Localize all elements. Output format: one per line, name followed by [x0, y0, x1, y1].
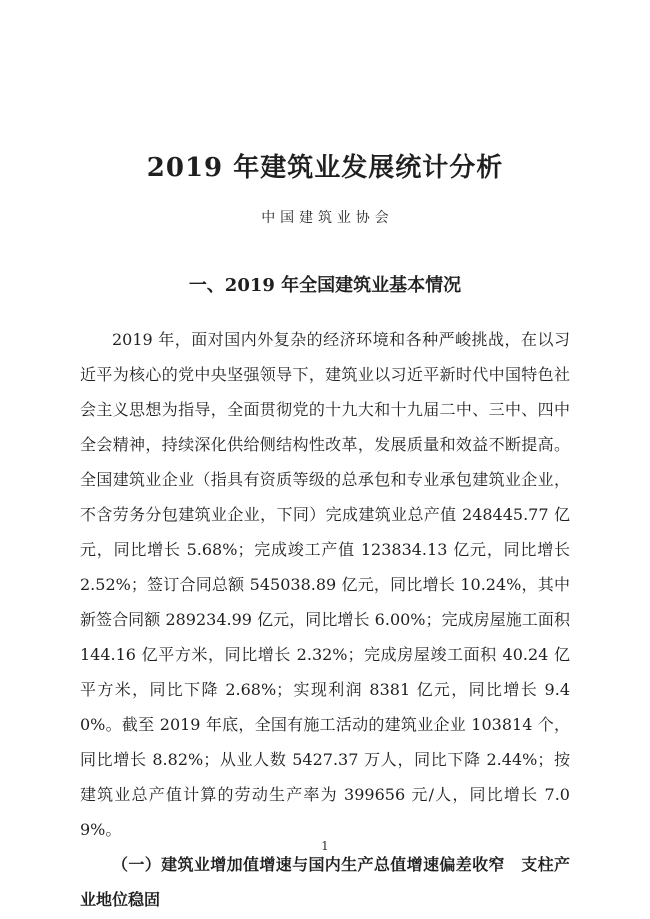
subsection-heading: （一）建筑业增加值增速与国内生产总值增速偏差收窄 支柱产业地位稳固	[80, 855, 570, 909]
document-subtitle: 中国建筑业协会	[261, 210, 394, 226]
document-title: 2019 年建筑业发展统计分析	[146, 153, 504, 183]
body-paragraph: 2019 年，面对国内外复杂的经济环境和各种严峻挑战，在以习近平为核心的党中央坚强领导下，建筑业以习近平新时代中国特色社会主义思想为指导，全面贯彻党的十九大和十九届二中、三中、四中全会精神，持续深化供给侧结构性改革，发展质量和效益不断提高。全国建筑业企业（指具有资质等级的总承包和专业承包建筑业企业，不含劳务分包建筑业企业，下同）完成建筑业总产值 248445.77 亿元，同比增长 5.68%；完成竣工产值 123834.13 亿元，同比增长 2.52%；签订合同总额 545038.89 亿元，同比增长 10.24%，其中新签合同额 289234.99 亿元，同比增长 6.00%；完成房屋施工面积 144.16 亿平方米，同比增长 2.32%；完成房屋竣工面积 40.24 亿平方米，同比下降 2.68%；实现利润 8381 亿元，同比增长 9.40%。截至 2019 年底，全国有施工活动的建筑业企业 103814 个，同比增长 8.82%；从业人数 5427.37 万人，同比下降 2.44%；按建筑业总产值计算的劳动生产率为 399656 元/人，同比增长 7.09%。	[80, 330, 570, 839]
document-body	[80, 322, 570, 917]
page-number: 1	[321, 839, 329, 853]
section-heading: 一、2019 年全国建筑业基本情况	[188, 275, 462, 296]
